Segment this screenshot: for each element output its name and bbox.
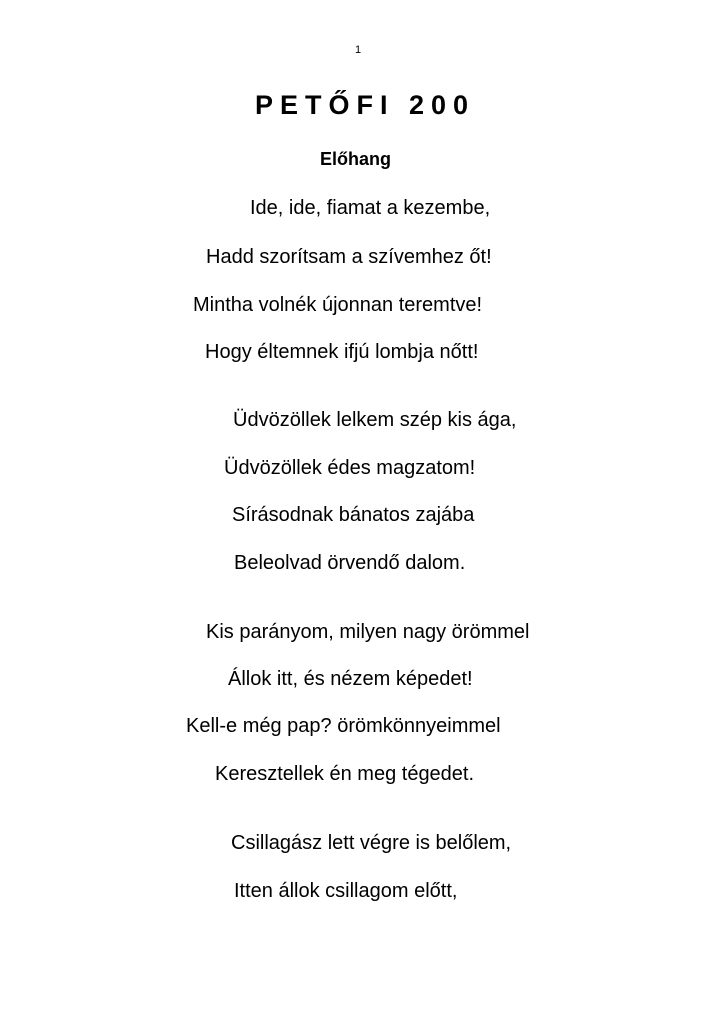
poem-line: Keresztellek én meg tégedet. [215,763,475,785]
poem-line: Üdvözöllek édes magzatom! [224,457,476,479]
poem-line: Üdvözöllek lelkem szép kis ága, [233,409,517,431]
poem-line: Beleolvad örvendő dalom. [234,552,466,574]
poem-line: Kis parányom, milyen nagy örömmel [206,621,530,643]
poem-subtitle: Előhang [320,149,391,169]
poem-line: Hadd szorítsam a szívemhez őt! [206,246,492,268]
poem-line: Hogy éltemnek ifjú lombja nőtt! [205,341,479,363]
poem-title: PETŐFI 200 [254,90,476,120]
poem-line: Mintha volnék újonnan teremtve! [193,294,483,316]
poem-line: Ide, ide, fiamat a kezembe, [250,197,491,219]
poem-line: Sírásodnak bánatos zajába [232,504,475,526]
poem-line: Állok itt, és nézem képedet! [228,668,473,690]
poem-line: Csillagász lett végre is belőlem, [231,832,512,854]
poem-line: Kell-e még pap? örömkönnyeimmel [186,715,501,737]
page-number: 1 [355,44,362,56]
poem-line: Itten állok csillagom előtt, [234,880,458,902]
